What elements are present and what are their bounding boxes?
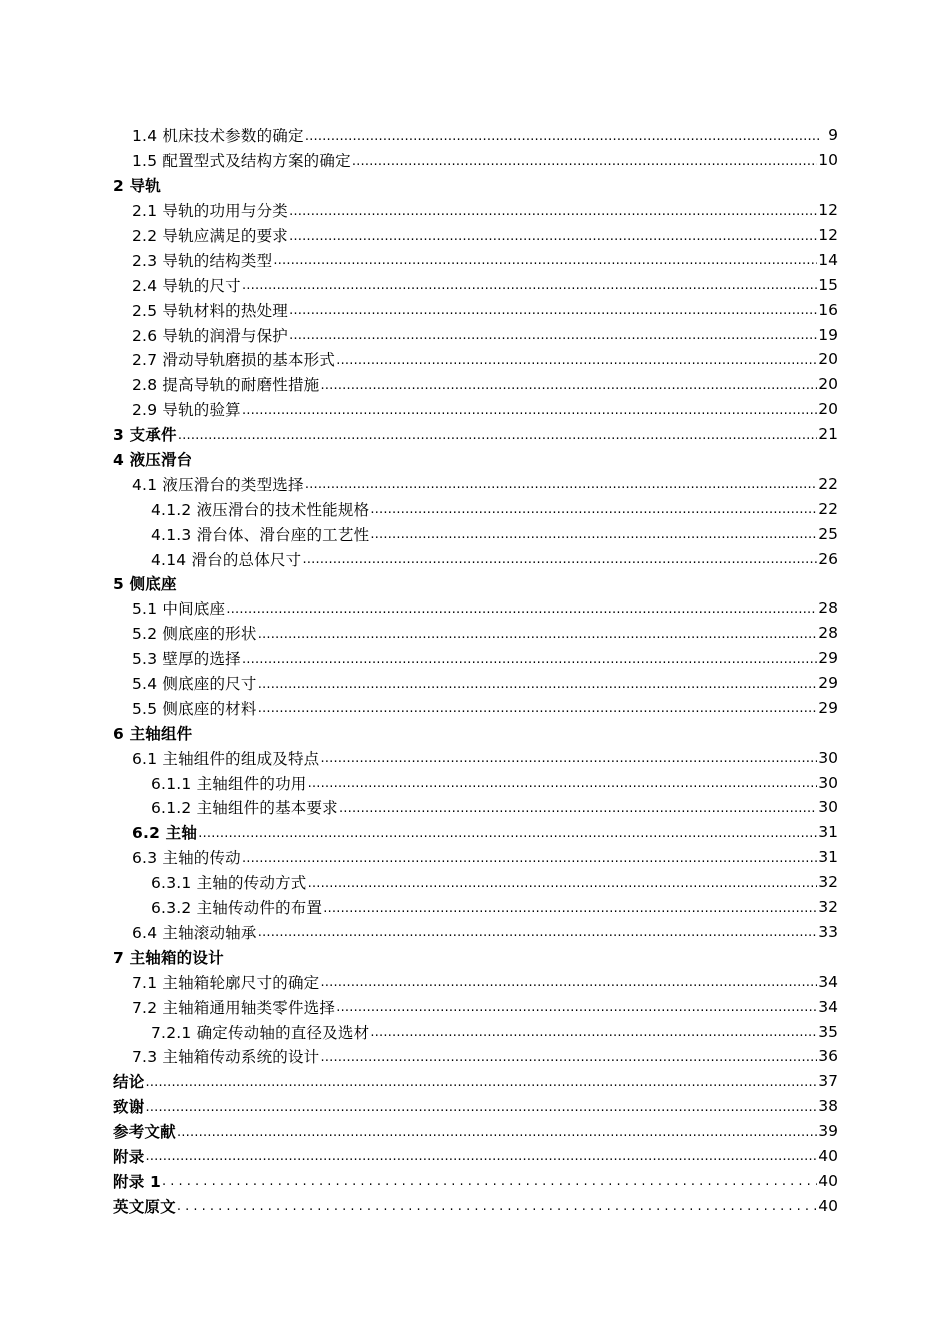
toc-page-number: 16: [818, 300, 838, 319]
toc-entry-title: 7.2 主轴箱通用轴类零件选择: [132, 998, 336, 1017]
toc-page-number: 28: [818, 624, 838, 643]
toc-page-number: 10: [818, 151, 838, 170]
toc-dot-leader: [307, 777, 817, 790]
toc-entry-title: 2.1 导轨的功用与分类: [132, 202, 288, 221]
toc-dot-leader: [307, 877, 817, 890]
toc-page-number: 30: [818, 748, 838, 767]
toc-page-number: 20: [818, 375, 838, 394]
toc-entry[interactable]: [113, 820, 838, 845]
toc-entry[interactable]: [113, 920, 838, 945]
toc-entry-title: 2.3 导轨的结构类型: [132, 251, 273, 270]
toc-entry[interactable]: [113, 720, 838, 745]
toc-page-number: 20: [818, 400, 838, 419]
toc-page-number: 32: [818, 873, 838, 892]
toc-entry[interactable]: [113, 845, 838, 870]
toc-page-number: 39: [818, 1122, 838, 1141]
toc-page-number: 32: [818, 898, 838, 917]
toc-dot-leader: [145, 1150, 817, 1163]
toc-entry-title: 5.3 壁厚的选择: [132, 650, 241, 669]
toc-page-number: 40: [818, 1196, 838, 1215]
toc-dot-leader: [226, 603, 817, 616]
toc-dot-leader: [305, 478, 818, 491]
toc-entry-title: 2.4 导轨的尺寸: [132, 276, 241, 295]
toc-entry[interactable]: [113, 422, 838, 447]
toc-page-number: 29: [818, 698, 838, 717]
toc-entry[interactable]: [113, 695, 838, 720]
toc-dot-leader: [242, 404, 817, 417]
toc-dot-leader: [258, 628, 818, 641]
table-of-contents: [113, 123, 838, 1218]
toc-entry[interactable]: [113, 322, 838, 347]
toc-dot-leader: [258, 678, 818, 691]
toc-dot-leader: [320, 379, 817, 392]
toc-page-number: 34: [818, 972, 838, 991]
toc-dot-leader: [320, 752, 817, 765]
toc-entry[interactable]: [113, 1044, 838, 1069]
toc-dot-leader: [289, 304, 817, 317]
toc-page-number: 36: [818, 1047, 838, 1066]
toc-dot-leader: [336, 1001, 817, 1014]
toc-entry[interactable]: [113, 223, 838, 248]
toc-entry-title: 2 导轨: [113, 177, 161, 196]
toc-entry-title: 7.3 主轴箱传动系统的设计: [132, 1048, 320, 1067]
toc-dot-leader: [370, 503, 817, 516]
toc-page-number: 31: [818, 823, 838, 842]
toc-entry[interactable]: [113, 173, 838, 198]
toc-entry-title: 1.4 机床技术参数的确定: [132, 127, 304, 146]
toc-entry[interactable]: [113, 646, 838, 671]
toc-page-number: 30: [818, 773, 838, 792]
toc-page-number: 30: [818, 798, 838, 817]
toc-entry-title: 7.2.1 确定传动轴的直径及选材: [151, 1023, 370, 1042]
toc-entry[interactable]: [113, 447, 838, 472]
toc-entry-title: 4.14 滑台的总体尺寸: [151, 550, 302, 569]
toc-dot-leader: [339, 802, 817, 815]
toc-entry-title: 参考文献: [113, 1123, 176, 1142]
toc-entry[interactable]: [113, 297, 838, 322]
toc-page-number: 22: [818, 474, 838, 493]
toc-entry[interactable]: [113, 1193, 838, 1218]
toc-dot-leader: [178, 429, 818, 442]
toc-page-number: 9: [828, 126, 838, 145]
toc-page-number: 14: [818, 250, 838, 269]
toc-entry-title: 5.2 侧底座的形状: [132, 625, 257, 644]
toc-dot-leader: [352, 155, 817, 168]
toc-entry-title: 2.2 导轨应满足的要求: [132, 227, 288, 245]
toc-page-number: 33: [818, 922, 838, 941]
toc-dot-leader: [370, 1026, 817, 1039]
toc-entry-title: 4.1.2 液压滑台的技术性能规格: [151, 500, 370, 519]
toc-entry[interactable]: [113, 621, 838, 646]
toc-page-number: 40: [818, 1171, 838, 1190]
toc-entry-title: 6.1.1 主轴组件的功用: [151, 774, 307, 793]
toc-dot-leader: [320, 976, 817, 989]
toc-entry-title: 2.8 提高导轨的耐磨性措施: [132, 376, 320, 395]
toc-dot-leader: [302, 553, 817, 566]
toc-entry[interactable]: [113, 571, 838, 596]
toc-entry[interactable]: [113, 795, 838, 820]
toc-page-number: 20: [818, 350, 838, 369]
toc-page-number: 40: [818, 1146, 838, 1165]
toc-dot-leader: [162, 1175, 817, 1188]
toc-entry[interactable]: [113, 272, 838, 297]
toc-entry[interactable]: [113, 372, 838, 397]
toc-entry[interactable]: [113, 1069, 838, 1094]
toc-dot-leader: [242, 852, 817, 865]
toc-entry-title: 附录 1: [113, 1172, 161, 1191]
toc-page-number: 29: [818, 649, 838, 668]
toc-dot-leader: [289, 329, 817, 342]
toc-entry-title: 7.1 主轴箱轮廓尺寸的确定: [132, 973, 320, 992]
toc-dot-leader: [289, 230, 817, 243]
toc-entry[interactable]: [113, 123, 838, 148]
toc-dot-leader: [305, 130, 819, 143]
toc-entry[interactable]: [113, 994, 838, 1019]
toc-page-number: 31: [818, 848, 838, 867]
toc-entry[interactable]: [113, 944, 838, 969]
toc-entry[interactable]: [113, 521, 838, 546]
toc-entry[interactable]: [113, 895, 838, 920]
toc-dot-leader: [177, 1200, 817, 1213]
toc-entry-title: 2.5 导轨材料的热处理: [132, 301, 288, 320]
toc-entry[interactable]: [113, 770, 838, 795]
toc-entry-title: 5.5 侧底座的材料: [132, 699, 257, 718]
toc-entry-title: 2.9 导轨的验算: [132, 401, 241, 420]
toc-dot-leader: [145, 1101, 817, 1114]
toc-entry[interactable]: [113, 347, 838, 372]
toc-entry-title: 致谢: [113, 1098, 145, 1117]
toc-entry-title: 4 液压滑台: [113, 451, 193, 470]
toc-entry-title: 英文原文: [113, 1197, 176, 1216]
toc-dot-leader: [177, 1126, 817, 1139]
toc-page-number: 25: [818, 524, 838, 543]
toc-entry[interactable]: [113, 471, 838, 496]
toc-page-number: 12: [818, 226, 838, 244]
toc-page-number: 38: [818, 1097, 838, 1116]
toc-page-number: 19: [818, 325, 838, 344]
toc-entry-title: 5 侧底座: [113, 575, 177, 594]
toc-entry-title: 6.1.2 主轴组件的基本要求: [151, 799, 338, 818]
toc-entry-title: 6.2 主轴: [132, 824, 198, 843]
toc-dot-leader: [145, 1076, 817, 1089]
toc-entry-title: 4.1.3 滑台体、滑台座的工艺性: [151, 525, 370, 544]
toc-dot-leader: [198, 827, 817, 840]
toc-entry-title: 2.7 滑动导轨磨损的基本形式: [132, 351, 336, 370]
toc-page-number: 12: [818, 201, 838, 220]
toc-entry-title: 6.4 主轴滚动轴承: [132, 923, 257, 942]
toc-entry[interactable]: [113, 969, 838, 994]
toc-entry-title: 2.6 导轨的润滑与保护: [132, 326, 288, 345]
toc-entry[interactable]: [113, 1168, 838, 1193]
toc-entry[interactable]: [113, 1144, 838, 1169]
toc-dot-leader: [336, 354, 817, 367]
toc-page-number: 28: [818, 599, 838, 618]
toc-dot-leader: [258, 926, 818, 939]
toc-entry-title: 附录: [113, 1147, 145, 1166]
toc-dot-leader: [370, 528, 817, 541]
toc-entry-title: 4.1 液压滑台的类型选择: [132, 475, 304, 494]
toc-page-number: 34: [818, 997, 838, 1016]
toc-page-number: 29: [818, 674, 838, 693]
toc-entry-title: 1.5 配置型式及结构方案的确定: [132, 152, 351, 171]
toc-entry-title: 6 主轴组件: [113, 724, 193, 743]
toc-page-number: 15: [818, 275, 838, 294]
toc-entry[interactable]: [113, 745, 838, 770]
toc-dot-leader: [273, 254, 817, 267]
toc-dot-leader: [242, 653, 817, 666]
toc-entry[interactable]: [113, 546, 838, 571]
toc-entry-title: 结论: [113, 1073, 145, 1092]
toc-dot-leader: [320, 1051, 817, 1064]
toc-page-number: 21: [818, 425, 838, 444]
toc-page-number: 26: [818, 549, 838, 568]
toc-entry-title: 6.3.2 主轴传动件的布置: [151, 899, 323, 918]
toc-entry-title: 3 支承件: [113, 426, 177, 445]
toc-dot-leader: [258, 702, 818, 715]
toc-page-number: 37: [818, 1072, 838, 1091]
toc-entry-title: 6.3 主轴的传动: [132, 849, 241, 868]
toc-entry[interactable]: [113, 1094, 838, 1119]
toc-entry[interactable]: [113, 870, 838, 895]
toc-entry-title: 7 主轴箱的设计: [113, 948, 224, 967]
toc-entry[interactable]: [113, 397, 838, 422]
toc-page-number: 22: [818, 499, 838, 518]
toc-entry[interactable]: [113, 1019, 838, 1044]
toc-entry-title: 5.4 侧底座的尺寸: [132, 675, 257, 694]
toc-dot-leader: [242, 279, 817, 292]
toc-entry[interactable]: [113, 1119, 838, 1144]
toc-entry[interactable]: [113, 596, 838, 621]
toc-entry[interactable]: [113, 496, 838, 521]
toc-dot-leader: [289, 205, 817, 218]
toc-entry[interactable]: [113, 671, 838, 696]
toc-page-number: 35: [818, 1022, 838, 1041]
toc-entry[interactable]: [113, 247, 838, 272]
toc-entry-title: 6.3.1 主轴的传动方式: [151, 874, 307, 893]
toc-dot-leader: [323, 902, 817, 915]
toc-entry-title: 6.1 主轴组件的组成及特点: [132, 749, 320, 768]
toc-entry-title: 5.1 中间底座: [132, 600, 226, 619]
toc-entry[interactable]: [113, 148, 838, 173]
toc-entry[interactable]: [113, 198, 838, 223]
